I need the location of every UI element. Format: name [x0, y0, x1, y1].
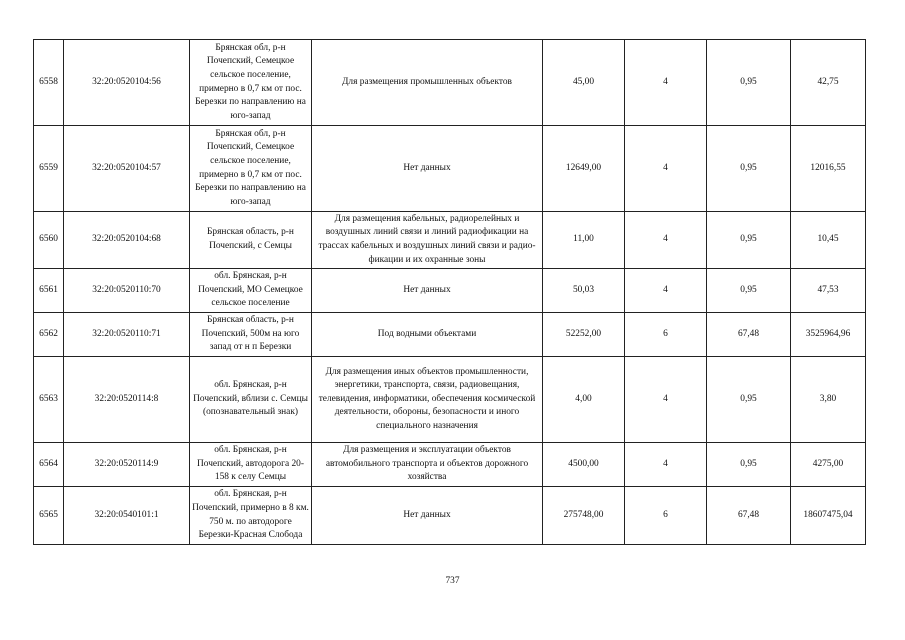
address-cell: Брянская область, р-н Почепский, 500м на юго запад от н п Березки — [190, 313, 312, 357]
tax-cell: 4275,00 — [791, 443, 866, 487]
tax-cell: 47,53 — [791, 269, 866, 313]
category-cell: 4 — [625, 40, 707, 126]
address-cell: Брянская область, р-н Почепский, с Семцы — [190, 212, 312, 269]
cadastral-number: 32:20:0520114:8 — [64, 357, 190, 443]
address-cell: обл. Брянская, р-н Почепский, МО Семецкое сельское поселение — [190, 269, 312, 313]
table-row — [34, 212, 866, 269]
rate-cell: 0,95 — [707, 269, 791, 313]
land-use-cell: Для размещения иных объектов промышленности, энергетики, транспорта, связи, радиовещания, телевидения, информатики, обеспечения космической деятельности, обороны, безопасности и иного специального назначения — [312, 357, 543, 443]
area-cell: 12649,00 — [543, 126, 625, 212]
cadastral-number: 32:20:0520110:71 — [64, 313, 190, 357]
land-use-cell: Для размещения кабельных, радиорелейных и воздушных линий связи и линий радиофикации на трассах кабельных и воздушных линий связи и радио-фикации и их охранные зоны — [312, 212, 543, 269]
area-cell: 52252,00 — [543, 313, 625, 357]
table-row — [34, 487, 866, 545]
rate-cell: 0,95 — [707, 357, 791, 443]
address-cell: обл. Брянская, р-н Почепский, вблизи с. Семцы (опознавательный знак) — [190, 357, 312, 443]
cadastral-number: 32:20:0520104:68 — [64, 212, 190, 269]
land-use-cell: Под водными объектами — [312, 313, 543, 357]
cadastral-number: 32:20:0520110:70 — [64, 269, 190, 313]
rate-cell: 0,95 — [707, 126, 791, 212]
cadastral-number: 32:20:0520104:56 — [64, 40, 190, 126]
row-number: 6558 — [34, 40, 64, 126]
cadastral-number: 32:20:0520104:57 — [64, 126, 190, 212]
rate-cell: 0,95 — [707, 443, 791, 487]
area-cell: 45,00 — [543, 40, 625, 126]
rate-cell: 67,48 — [707, 487, 791, 545]
tax-cell: 3525964,96 — [791, 313, 866, 357]
tax-cell: 3,80 — [791, 357, 866, 443]
category-cell: 6 — [625, 487, 707, 545]
category-cell: 4 — [625, 443, 707, 487]
category-cell: 6 — [625, 313, 707, 357]
land-use-cell: Нет данных — [312, 269, 543, 313]
row-number: 6565 — [34, 487, 64, 545]
tax-cell: 18607475,04 — [791, 487, 866, 545]
page-number: 737 — [445, 576, 460, 586]
category-cell: 4 — [625, 269, 707, 313]
address-cell: Брянская обл, р-н Почепский, Семецкое сельское поселение, примерно в 0,7 км от пос. Березки по направлению на юго-запад — [190, 126, 312, 212]
rate-cell: 0,95 — [707, 40, 791, 126]
rate-cell: 67,48 — [707, 313, 791, 357]
table-row — [34, 443, 866, 487]
area-cell: 4,00 — [543, 357, 625, 443]
rate-cell: 0,95 — [707, 212, 791, 269]
area-cell: 4500,00 — [543, 443, 625, 487]
area-cell: 11,00 — [543, 212, 625, 269]
land-use-cell: Для размещения и эксплуатации объектов автомобильного транспорта и объектов дорожного хозяйства — [312, 443, 543, 487]
cadastral-number: 32:20:0540101:1 — [64, 487, 190, 545]
row-number: 6559 — [34, 126, 64, 212]
row-number: 6562 — [34, 313, 64, 357]
tax-cell: 12016,55 — [791, 126, 866, 212]
row-number: 6561 — [34, 269, 64, 313]
category-cell: 4 — [625, 212, 707, 269]
area-cell: 50,03 — [543, 269, 625, 313]
land-use-cell: Нет данных — [312, 487, 543, 545]
row-number: 6563 — [34, 357, 64, 443]
table-row — [34, 313, 866, 357]
table-row — [34, 40, 866, 126]
cadastral-number: 32:20:0520114:9 — [64, 443, 190, 487]
table-row — [34, 269, 866, 313]
table-row — [34, 357, 866, 443]
category-cell: 4 — [625, 357, 707, 443]
area-cell: 275748,00 — [543, 487, 625, 545]
category-cell: 4 — [625, 126, 707, 212]
row-number: 6560 — [34, 212, 64, 269]
tax-cell: 10,45 — [791, 212, 866, 269]
row-number: 6564 — [34, 443, 64, 487]
table-row — [34, 126, 866, 212]
address-cell: обл. Брянская, р-н Почепский, примерно в 8 км. 750 м. по автодороге Березки-Красная Слобода — [190, 487, 312, 545]
address-cell: Брянская обл, р-н Почепский, Семецкое сельское поселение, примерно в 0,7 км от пос. Березки по направлению на юго-запад — [190, 40, 312, 126]
address-cell: обл. Брянская, р-н Почепский, автодорога 20-158 к селу Семцы — [190, 443, 312, 487]
land-use-cell: Нет данных — [312, 126, 543, 212]
land-use-cell: Для размещения промышленных объектов — [312, 40, 543, 126]
tax-cell: 42,75 — [791, 40, 866, 126]
land-registry-table — [33, 39, 866, 545]
